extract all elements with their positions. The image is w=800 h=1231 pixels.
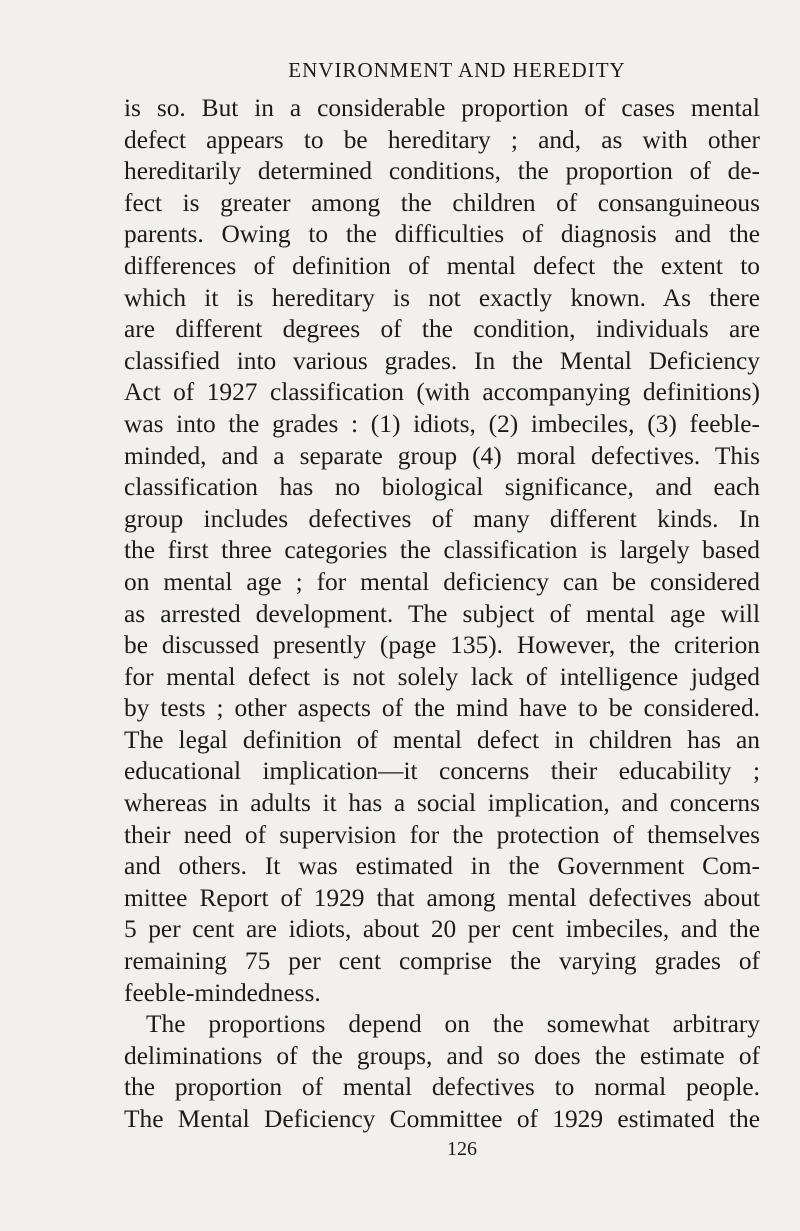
text-line: feeble-mindedness. <box>124 978 321 1007</box>
text-line: on mental age ; for mental deficiency can be considered <box>124 567 760 596</box>
text-line: and others. It was estimated in the Government Com- <box>124 852 760 881</box>
text-line: differences of definition of mental defect the extent to <box>124 251 760 280</box>
text-line: mittee Report of 1929 that among mental defectives about <box>124 883 760 912</box>
text-line: defect appears to be hereditary ; and, as with other <box>124 125 760 154</box>
text-line: hereditarily determined conditions, the proportion of de- <box>124 157 760 186</box>
text-line: parents. Owing to the difficulties of diagnosis and the <box>124 220 760 249</box>
text-line: classification has no biological significance, and each <box>124 473 760 502</box>
text-line: are different degrees of the condition, individuals are <box>124 315 760 344</box>
book-page <box>124 58 760 1161</box>
text-line: which it is hereditary is not exactly known. As there <box>124 283 760 312</box>
text-line: 5 per cent are idiots, about 20 per cent imbeciles, and the <box>124 915 760 944</box>
text-line: The proportions depend on the somewhat arbitrary <box>146 1010 760 1039</box>
text-line: their need of supervision for the protection of themselves <box>124 820 760 849</box>
text-line: whereas in adults it has a social implication, and concerns <box>124 789 760 818</box>
text-line: Act of 1927 classification (with accompanying definitions) <box>124 378 760 407</box>
text-line: group includes defectives of many different kinds. In <box>124 504 760 533</box>
text-line: The Mental Deficiency Committee of 1929 estimated the <box>124 1105 760 1133</box>
text-line: be discussed presently (page 135). However, the criterion <box>124 631 760 660</box>
page-number: 126 <box>447 1137 477 1160</box>
body-text <box>124 93 760 1136</box>
text-line: by tests ; other aspects of the mind have to be considered. <box>124 694 760 723</box>
paragraph <box>124 93 760 1009</box>
text-line: remaining 75 per cent comprise the varying grades of <box>124 947 760 976</box>
text-line: was into the grades : (1) idiots, (2) imbeciles, (3) feeble- <box>124 409 760 438</box>
text-line: is so. But in a considerable proportion of cases mental <box>124 94 760 122</box>
text-line: as arrested development. The subject of mental age will <box>124 599 760 628</box>
text-line: the first three categories the classification is largely based <box>124 536 760 565</box>
text-line: minded, and a separate group (4) moral defectives. This <box>124 441 760 470</box>
text-line: the proportion of mental defectives to normal people. <box>124 1073 760 1102</box>
running-head: ENVIRONMENT AND HEREDITY <box>288 58 626 82</box>
paragraph <box>124 1009 760 1135</box>
text-line: for mental defect is not solely lack of intelligence judged <box>124 662 760 691</box>
text-line: deliminations of the groups, and so does the estimate of <box>124 1041 760 1070</box>
text-line: educational implication—it concerns their educability ; <box>124 757 760 786</box>
text-line: classified into various grades. In the Mental Deficiency <box>124 346 760 375</box>
text-line: fect is greater among the children of consanguineous <box>124 188 760 217</box>
text-line: The legal definition of mental defect in children has an <box>124 725 760 754</box>
